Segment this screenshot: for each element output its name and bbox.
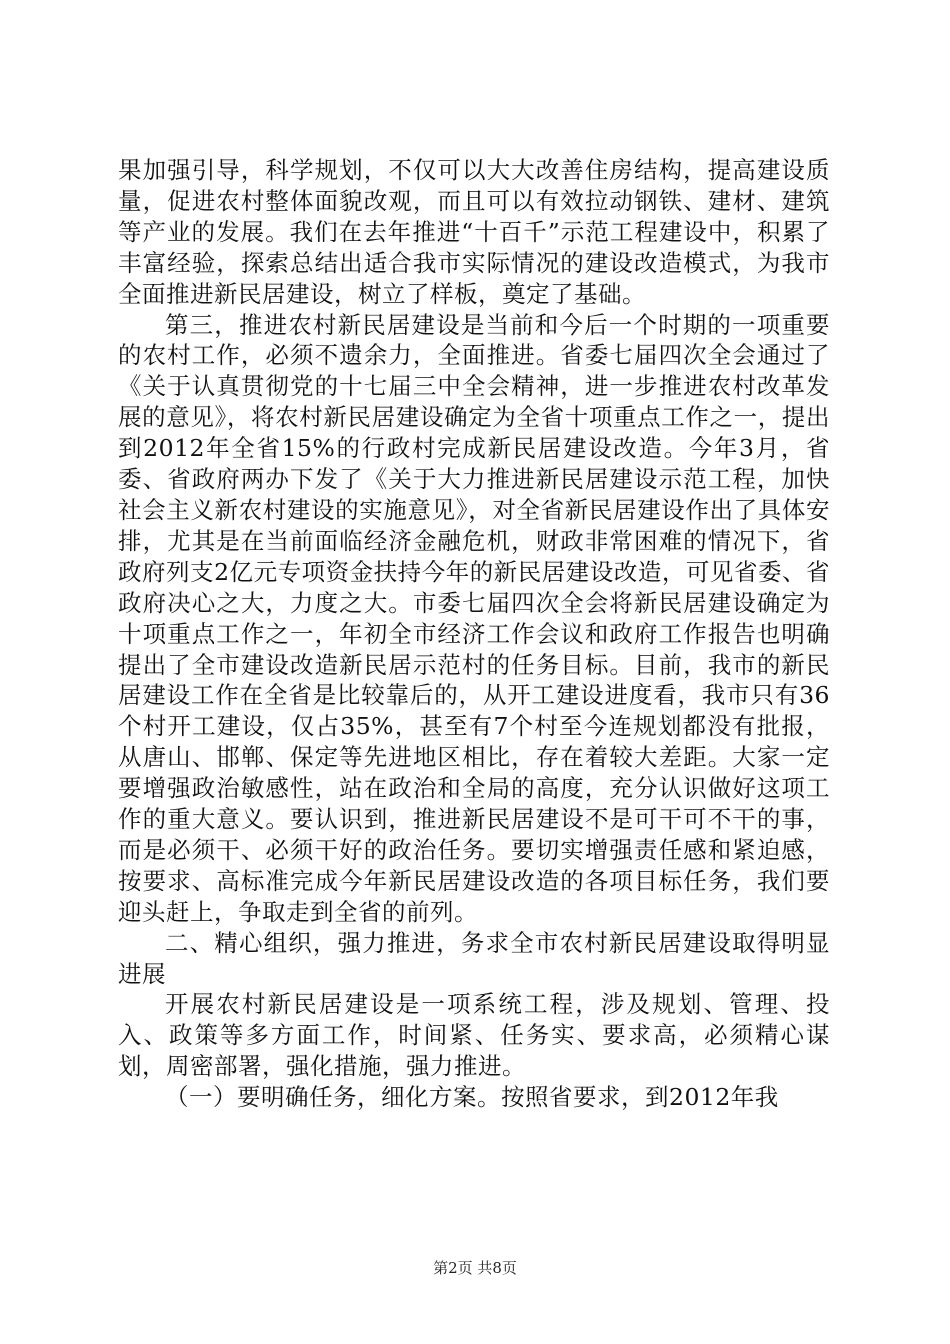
paragraph-continuation: 果加强引导，科学规划，不仅可以大大改善住房结构，提高建设质量，促进农村整体面貌改观，而且可以有效拉动钢铁、建材、建筑等产业的发展。我们在去年推进“十百千”示范工程建设中，积累了丰富经验，探索总结出适合我市实际情况的建设改造模式，为我市全面推进新民居建设，树立了样板，奠定了基础。 — [118, 156, 830, 308]
page-number-footer: 第2页 共8页 — [433, 1259, 517, 1277]
document-body — [118, 155, 830, 1113]
paragraph-point-three: 第三，推进农村新民居建设是当前和今后一个时期的一项重要的农村工作，必须不遗余力，全面推进。省委七届四次全会通过了《关于认真贯彻党的十七届三中全会精神，进一步推进农村改革发展的意见》，将农村新民居建设确定为全省十项重点工作之一，提出到2012年全省15%的行政村完成新民居建设改造。今年3月，省委、省政府两办下发了《关于大力推进新民居建设示范工程，加快社会主义新农村建设的实施意见》，对全省新民居建设作出了具体安排，尤其是在当前面临经济金融危机，财政非常困难的情况下，省政府列支2亿元专项资金扶持今年的新民居建设改造，可见省委、省政府决心之大，力度之大。市委七届四次全会将新民居建设确定为十项重点工作之一，年初全市经济工作会议和政府工作报告也明确提出了全市建设改造新民居示范村的任务目标。目前，我市的新民居建设工作在全省是比较靠后的，从开工建设进度看，我市只有36个村开工建设，仅占35%，甚至有7个村至今连规划都没有批报，从唐山、邯郸、保定等先进地区相比，存在着较大差距。大家一定要增强政治敏感性，站在政治和全局的高度，充分认识做好这项工作的重大意义。要认识到，推进新民居建设不是可干可不干的事，而是必须干、必须干好的政治任务。要切实增强责任感和紧迫感，按要求、高标准完成今年新民居建设改造的各项目标任务，我们要迎头赶上，争取走到全省的前列。 — [118, 310, 830, 926]
paragraph-section-intro: 开展农村新民居建设是一项系统工程，涉及规划、管理、投入、政策等多方面工作，时间紧、任务实、要求高，必须精心谋划，周密部署，强化措施，强力推进。 — [118, 990, 830, 1081]
paragraph-subpoint-one: （一）要明确任务，细化方案。按照省要求，到2012年我 — [165, 1083, 779, 1112]
section-heading-two: 二、精心组织，强力推进，务求全市农村新民居建设取得明显进展 — [118, 928, 830, 988]
